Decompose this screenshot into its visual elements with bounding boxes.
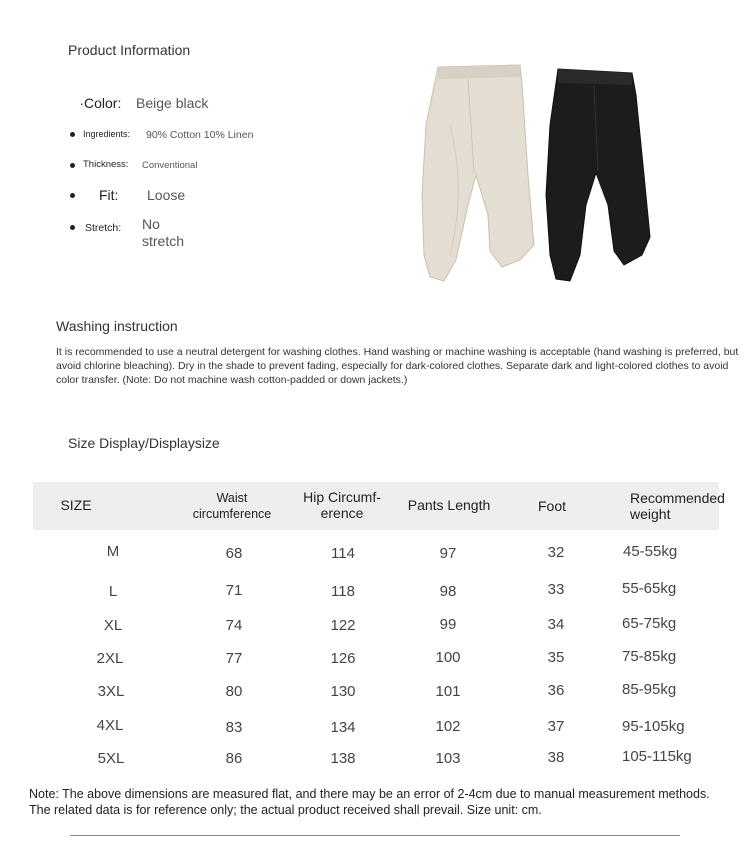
cell-weight: 105-115kg (622, 748, 692, 765)
cell-weight: 55-65kg (622, 580, 677, 597)
attr-label: Stretch: (85, 222, 122, 234)
cell-weight: 85-95kg (622, 681, 677, 698)
cell-size: 3XL (97, 683, 125, 700)
cell-weight: 75-85kg (622, 648, 677, 665)
header-size: SIZE (60, 497, 92, 513)
header-weight-line2: weight (630, 506, 671, 522)
stretch-value-line1: No (142, 216, 160, 232)
cell-weight: 65-75kg (622, 615, 677, 632)
attr-value: Loose (147, 187, 186, 203)
product-info-title: Product Information (68, 42, 191, 58)
stretch-value-line2: stretch (142, 233, 185, 249)
cell-length: 99 (439, 616, 457, 633)
attr-label: Color: (84, 95, 122, 111)
header-weight-line1: Recommended (630, 490, 725, 506)
bullet-icon (70, 225, 75, 230)
cell-waist: 83 (225, 719, 243, 736)
cell-size: L (108, 583, 118, 600)
attr-ingredients (64, 128, 253, 142)
attr-color (64, 95, 208, 111)
bullet-dot: · (79, 95, 84, 111)
cell-size: XL (103, 617, 123, 634)
cell-foot: 38 (547, 749, 565, 766)
cell-length: 97 (439, 545, 457, 562)
attr-value: Conventional (142, 160, 198, 171)
attr-value: 90% Cotton 10% Linen (146, 129, 254, 141)
header-hip-line1: Hip Circumf- (303, 489, 381, 505)
size-display-title: Size Display/Displaysize (68, 435, 220, 451)
cell-hip: 122 (330, 617, 356, 634)
header-waist (186, 490, 278, 522)
measurement-note: Note: The above dimensions are measured flat, and there may be an error of 2-4cm due to manual measurement methods. The related data is for reference only; the actual product received shall prevail. Size unit: cm. (29, 787, 710, 817)
cell-waist: 71 (225, 582, 243, 599)
attr-thickness (64, 159, 197, 173)
header-hip (296, 489, 388, 521)
cell-hip: 118 (331, 583, 355, 600)
cell-foot: 32 (547, 544, 565, 561)
cell-hip: 126 (330, 650, 356, 667)
cell-hip: 114 (331, 545, 355, 562)
bullet-icon (70, 193, 75, 198)
cell-size: 4XL (96, 717, 124, 734)
cell-foot: 36 (547, 682, 565, 699)
cell-waist: 68 (225, 545, 243, 562)
cell-foot: 33 (547, 581, 565, 598)
header-hip-line2: erence (320, 505, 364, 521)
cell-waist: 86 (225, 750, 243, 767)
cell-length: 102 (435, 718, 461, 735)
cell-hip: 138 (330, 750, 356, 767)
cell-size: M (106, 543, 120, 560)
attr-value: Beige black (136, 95, 209, 111)
attr-label: Fit: (99, 187, 119, 203)
cell-size: 2XL (96, 650, 124, 667)
attr-stretch (64, 216, 184, 250)
cell-length: 98 (439, 583, 457, 600)
cell-size: 5XL (97, 750, 125, 767)
cell-waist: 80 (225, 683, 243, 700)
cell-foot: 35 (547, 649, 565, 666)
attr-label: Ingredients: (83, 129, 131, 139)
cell-length: 101 (435, 683, 461, 700)
cell-waist: 74 (225, 617, 243, 634)
cell-length: 103 (435, 750, 461, 767)
cell-weight: 95-105kg (622, 718, 685, 735)
cell-waist: 77 (225, 650, 243, 667)
header-pants-length: Pants Length (407, 497, 491, 513)
product-image-pants (410, 55, 670, 295)
bullet-icon (70, 163, 75, 168)
cell-length: 100 (435, 649, 461, 666)
cell-weight: 45-55kg (623, 543, 678, 560)
attr-value (142, 216, 184, 250)
cell-hip: 130 (330, 683, 356, 700)
cell-foot: 34 (547, 616, 565, 633)
washing-text: It is recommended to use a neutral detergent for washing clothes. Hand washing or machine washing is acceptable (hand washing is preferred, but avoid chlorine bleaching). Dry in the shade to prevent fading, especially for dark-colored clothes. Separate dark and light-colored clothes to avoid color transfer. (Note: Do not machine wash cotton-padded or down jackets.) (56, 346, 739, 386)
header-foot: Foot (537, 498, 566, 514)
washing-title: Washing instruction (56, 318, 178, 334)
black-pants (546, 69, 650, 281)
cell-hip: 134 (330, 719, 356, 736)
beige-pants (422, 65, 534, 281)
bullet-icon (70, 132, 75, 137)
attr-label: Thickness: (83, 159, 129, 170)
header-recommended-weight (630, 490, 740, 522)
header-waist-line1: Waist (216, 491, 248, 505)
attr-fit (64, 187, 185, 204)
bottom-divider (70, 835, 680, 836)
header-waist-line2: circumference (192, 507, 272, 521)
cell-foot: 37 (547, 718, 565, 735)
